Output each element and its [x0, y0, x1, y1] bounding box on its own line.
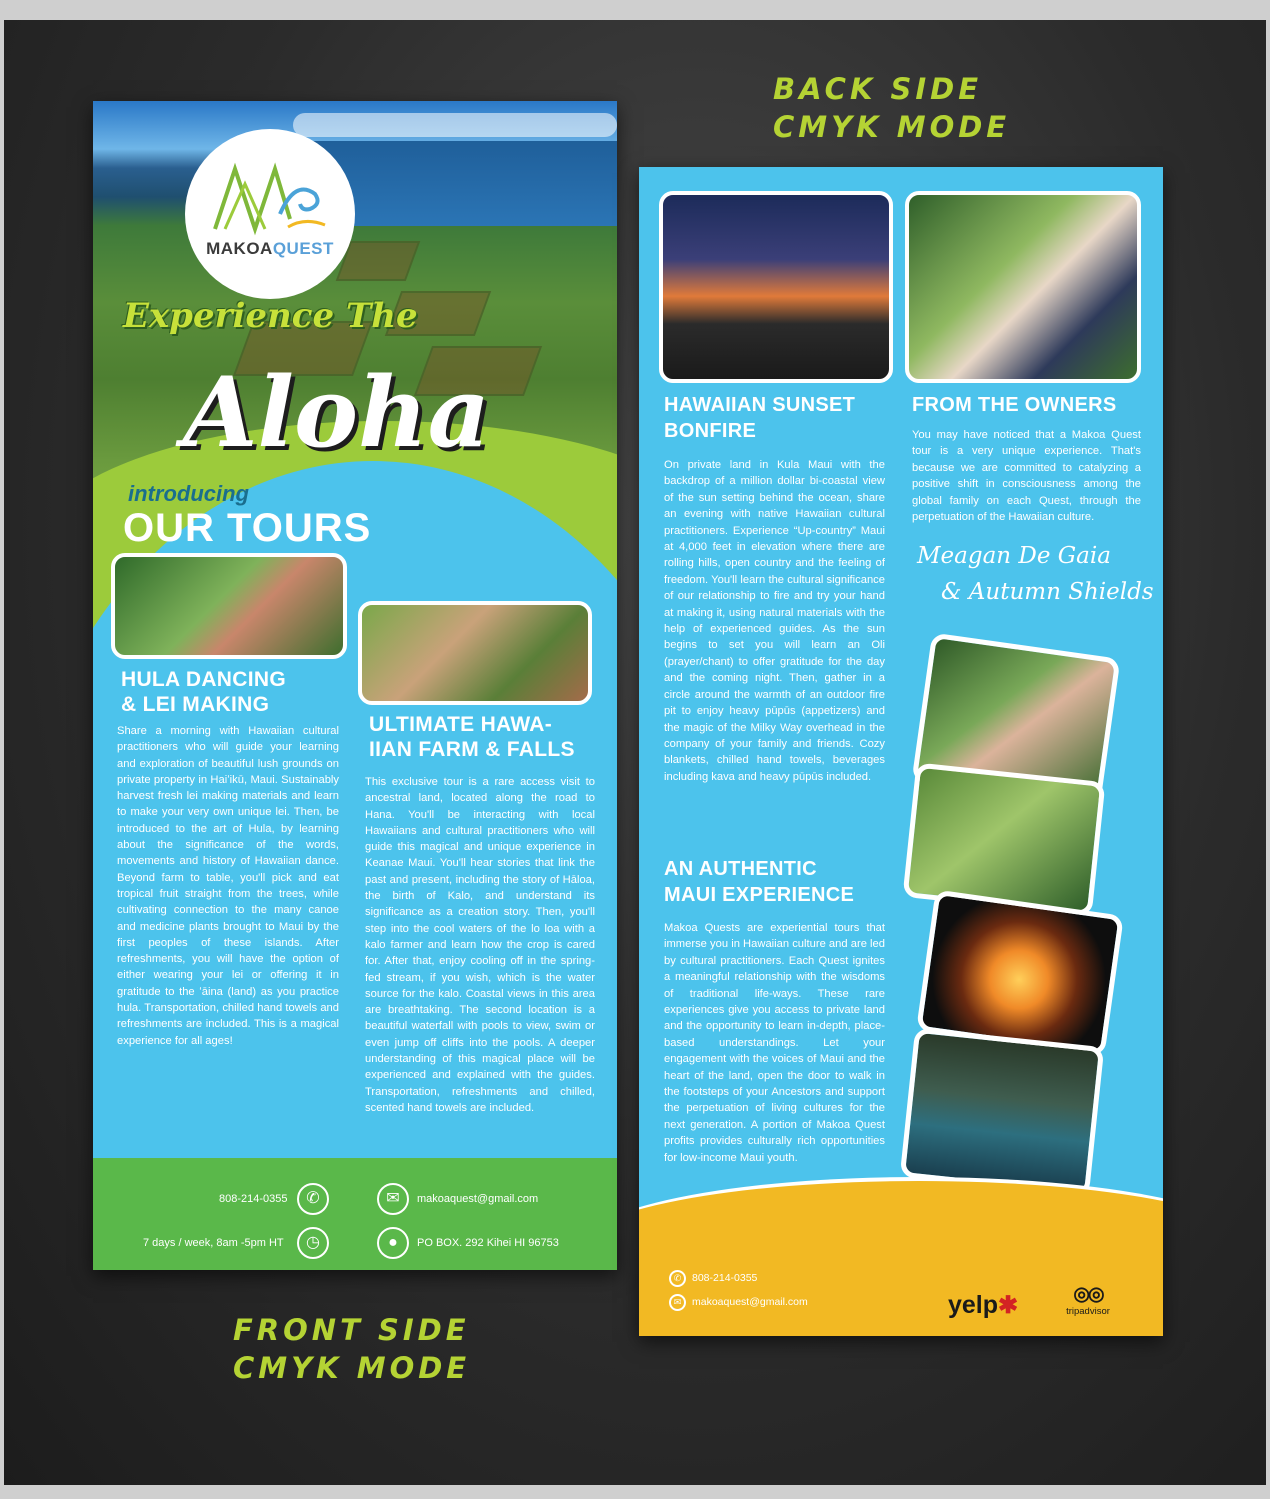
front-hours: 7 days / week, 8am -5pm HT: [143, 1237, 284, 1249]
front-phone: 808-214-0355: [219, 1193, 288, 1205]
bonfire-photo: [659, 191, 893, 383]
frame-left: [0, 0, 4, 1499]
front-flyer: [93, 101, 617, 1270]
tripadvisor-logo[interactable]: [1053, 1283, 1123, 1317]
bonfire-body: On private land in Kula Maui with the backdrop of a million dollar bi-coastal view of the sun setting behind the ocean, share an evening with native Hawaiian cultural practitioners. Experience “Up-country” Maui at 4,000 feet in elevation where there are rolling hills, open country and the feeling of freedom. You'll learn the cultural significance of our relationship to fire and try your hand at making it, using natural materials with the help of experienced guides. As the sun begins to set you will learn an Oli (prayer/chant) to offer gratitude for the day and the coming night. Then, gather in a circle around the warmth of an outdoor fire pit to enjoy heavy pūpūs (appetizers) and the magic of the Milky Way overhead in the company of your family and friends. Cozy blankets, chilled hand towels, beverages including kava and heavy pūpūs included.: [664, 459, 885, 783]
yelp-burst-icon: ✱: [998, 1292, 1019, 1319]
authentic-title-line2: MAUI EXPERIENCE: [664, 884, 855, 906]
phone-icon: ✆: [297, 1183, 329, 1215]
introducing-label: introducing: [128, 481, 249, 506]
headline-script: Experience The: [123, 296, 418, 336]
gallery-photo-taro-field: [902, 762, 1105, 916]
signature-line2: & Autumn Shields: [941, 579, 1154, 605]
logo-mountain-icon: [210, 159, 330, 239]
frame-right: [1266, 0, 1270, 1499]
tour2-title-line2: IIAN FARM & FALLS: [369, 738, 575, 761]
gallery-photo-waterfall-pool: [900, 1027, 1105, 1196]
tour1-body: Share a morning with Hawaiian cultural practitioners who will guide your learning and exploration of beautiful lush grounds on private property in Haiʻikū, Maui. Sustainably harvest fresh lei making materials and learn to make your very own unique lei. Then, be introduced to the art of Hula, by learning about the significance of the words, movements and history of Hawaiian dance. Beyond farm to table, you'll pick and eat tropical fruit straight from the trees, while cultivating connection to the many canoe and medicine plants brought to Maui by the first peoples of these islands. After refreshments, you will have the option of either wearing your lei or offering it in gratitude to the ʻāina (land) as you practice hula. Transportation, chilled hand towels and refreshments are included. This is a magical experience for all ages!: [117, 725, 339, 1047]
front-caption-line2: CMYK MODE: [233, 1351, 471, 1385]
tour2-title: [369, 712, 575, 762]
front-caption-line1: FRONT SIDE: [233, 1313, 470, 1347]
owners-photo: [905, 191, 1141, 383]
yelp-wordmark: yelp: [948, 1291, 999, 1319]
location-pin-icon: ●: [377, 1227, 409, 1259]
tripadvisor-owl-icon: ◎◎: [1073, 1284, 1103, 1305]
farm-photo: [358, 601, 592, 705]
frame-bottom: [0, 1485, 1270, 1499]
bonfire-title-line2: BONFIRE: [664, 420, 757, 442]
back-flyer: [639, 167, 1163, 1336]
hero-cloud: [293, 113, 617, 137]
mail-icon: ✉: [377, 1183, 409, 1215]
section-title: OUR TOURS: [123, 506, 372, 550]
frame-top: [0, 0, 1270, 20]
headline-aloha: Aloha: [183, 356, 490, 469]
logo-wordmark-a: MAKOA: [206, 239, 273, 258]
owners-title: FROM THE OWNERS: [912, 394, 1117, 416]
authentic-body: Makoa Quests are experiential tours that immerse you in Hawaiian culture and are led by cultural practitioners. Each Quest ignites a meaningful relationship with the wisdoms of traditional life-ways. These rare experiences give you access to private land and the opportunity to learn in-depth, place-based understandings. Let your engagement with the voices of Maui and the heart of the land, open the door to walk in the footsteps of your Ancestors and support the perpetuation of living cultures for the next generation. A portion of Makoa Quest profits provides culturally rich opportunities for low-income Maui youth.: [664, 922, 885, 1164]
tripadvisor-wordmark: tripadvisor: [1066, 1306, 1110, 1317]
tour1-title-line1: HULA DANCING: [121, 668, 286, 691]
front-address: PO BOX. 292 Kihei HI 96753: [417, 1237, 559, 1249]
owners-body: You may have noticed that a Makoa Quest tour is a very unique experience. That's because we are committed to catalyzing a positive shift in consciousness among the global family on each Quest, through the perpetuation of the Hawaiian culture.: [912, 429, 1141, 524]
front-email[interactable]: makoaquest@gmail.com: [417, 1193, 539, 1205]
front-footer: [93, 1158, 617, 1270]
front-caption: [233, 1311, 470, 1387]
tour1-title-line2: & LEI MAKING: [121, 693, 270, 716]
back-phone: 808-214-0355: [692, 1272, 758, 1284]
back-caption: [773, 70, 1010, 146]
logo-wordmark: [185, 239, 355, 259]
bonfire-title: [664, 392, 855, 444]
mail-icon: ✉: [669, 1294, 686, 1311]
clock-icon: ◷: [297, 1227, 329, 1259]
back-caption-line1: BACK SIDE: [773, 72, 983, 106]
tour2-title-line1: ULTIMATE HAWA-: [369, 713, 553, 736]
hula-photo: [111, 553, 347, 659]
back-caption-line2: CMYK MODE: [773, 110, 1011, 144]
phone-icon: ✆: [669, 1270, 686, 1287]
authentic-title: [664, 856, 854, 908]
yelp-logo[interactable]: [948, 1291, 1018, 1320]
authentic-title-line1: AN AUTHENTIC: [664, 858, 817, 880]
bonfire-title-line1: HAWAIIAN SUNSET: [664, 394, 856, 416]
back-email[interactable]: makoaquest@gmail.com: [692, 1296, 808, 1308]
logo: [185, 129, 355, 299]
tour1-title: [121, 667, 286, 717]
tour2-body: This exclusive tour is a rare access visit to ancestral land, located along the road to Hana. You'll be interacting with local Hawaiians and cultural practitioners who will guide this magical and unique experience in Keanae Maui. You'll hear stories that link the past and present, including the story of Hāloa, the birth of Kalo, and understand its significance as a creation story. Then, you'll step into the cool waters of the lo loa with a kalo farmer and learn how the crop is cared for. After that, enjoy cooling off in the spring-fed stream, if you wish, which is the water source for the kalo. Coastal views in this area are breathtaking. The second location is a beautiful waterfall with pools to view, swim or even jump off cliffs into the pools. A deeper understanding of this magical place will be experienced and explained with the guides. Transportation, refreshments and chilled, scented hand towels are included.: [365, 776, 595, 1114]
logo-wordmark-b: QUEST: [272, 239, 334, 258]
signature-line1: Meagan De Gaia: [917, 543, 1111, 569]
